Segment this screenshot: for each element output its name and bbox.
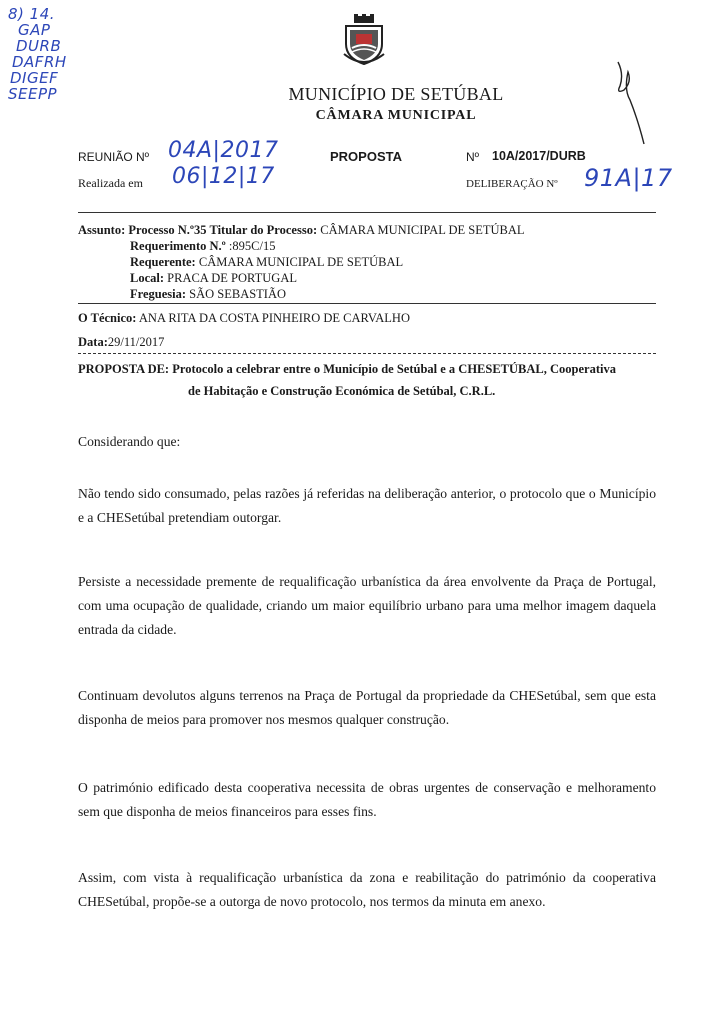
freguesia-label: Freguesia: (130, 287, 187, 301)
assunto-label: Assunto: (78, 223, 126, 237)
distribution-line: GAP (18, 21, 51, 39)
municipality-title: MUNICÍPIO DE SETÚBAL (288, 84, 504, 104)
technician-value: ANA RITA DA COSTA PINHEIRO DE CARVALHO (138, 311, 410, 325)
distribution-line: DAFRH (12, 53, 67, 71)
date-label: Data: (78, 335, 108, 349)
date-value: 29/11/2017 (107, 335, 165, 349)
date-line (78, 334, 164, 350)
distribution-line: SEEPP (8, 85, 58, 103)
realizada-label: Realizada em (78, 176, 143, 190)
technician-line (78, 310, 658, 326)
requerente-label: Requerente: (130, 255, 196, 269)
divider (78, 303, 656, 304)
signature (598, 60, 658, 150)
assunto-block (78, 222, 658, 302)
intro-text: Considerando que: (78, 434, 181, 449)
numero-label: Nº (466, 150, 480, 164)
paragraph: Não tendo sido consumado, pelas razões já referidas na deliberação anterior, o protocolo que o Município e a CHESetúbal pretendiam outorgar. (78, 486, 656, 525)
proposal-label: PROPOSTA DE: (78, 362, 170, 376)
divider (78, 353, 656, 354)
proposal-line1: Protocolo a celebrar entre o Município de Setúbal e a CHESETÚBAL, Cooperativa (172, 362, 616, 376)
proposal-line2: de Habitação e Construção Económica de Setúbal, C.R.L. (188, 384, 496, 398)
deliberacao-label: DELIBERAÇÃO Nº (466, 178, 558, 190)
divider (78, 212, 656, 213)
realizada-value: 06|12|17 (172, 164, 275, 189)
handwritten-distribution (8, 6, 88, 102)
chamber-title: CÂMARA MUNICIPAL (315, 108, 477, 123)
reuniao-label: REUNIÃO Nº (78, 150, 150, 164)
paragraph: O património edificado desta cooperativa necessita de obras urgentes de conservação e melhoramento sem que disponha de meios financeiros para esses fins. (78, 780, 656, 819)
paragraph: Persiste a necessidade premente de requalificação urbanística da área envolvente da Praça de Portugal, com uma ocupação de qualidade, criando um maior equilíbrio urbano para uma melhor imagem daquela entrada da cidade. (78, 574, 656, 637)
local-value: PRACA DE PORTUGAL (167, 271, 297, 285)
processo-value: CÂMARA MUNICIPAL DE SETÚBAL (320, 223, 525, 237)
distribution-line: 8) 14. (8, 5, 56, 23)
distribution-line: DURB (16, 37, 62, 55)
deliberacao-value: 91A|17 (584, 164, 673, 192)
requerente-value: CÂMARA MUNICIPAL DE SETÚBAL (198, 255, 404, 269)
requerimento-value: :895C/15 (228, 239, 276, 253)
proposal-title (78, 358, 658, 402)
coat-of-arms-icon (342, 14, 386, 66)
requerimento-label: Requerimento N.º (130, 239, 226, 253)
processo-label: Processo N.º35 Titular do Processo: (128, 223, 318, 237)
distribution-line: DIGEF (10, 69, 59, 87)
proposta-label: PROPOSTA (330, 149, 402, 164)
paragraph: Continuam devolutos alguns terrenos na Praça de Portugal da propriedade da CHESetúbal, sem que esta disponha de meios para promover nos mesmos qualquer construção. (78, 688, 656, 727)
reuniao-value: 04A|2017 (168, 138, 279, 163)
numero-value: 10A/2017/DURB (492, 149, 586, 163)
technician-label: O Técnico: (78, 311, 137, 325)
freguesia-value: SÃO SEBASTIÃO (189, 287, 287, 301)
paragraph: Assim, com vista à requalificação urbanística da zona e reabilitação do património da cooperativa CHESetúbal, propõe-se a outorga de novo protocolo, nos termos da minuta em anexo. (78, 870, 656, 909)
local-label: Local: (130, 271, 165, 285)
